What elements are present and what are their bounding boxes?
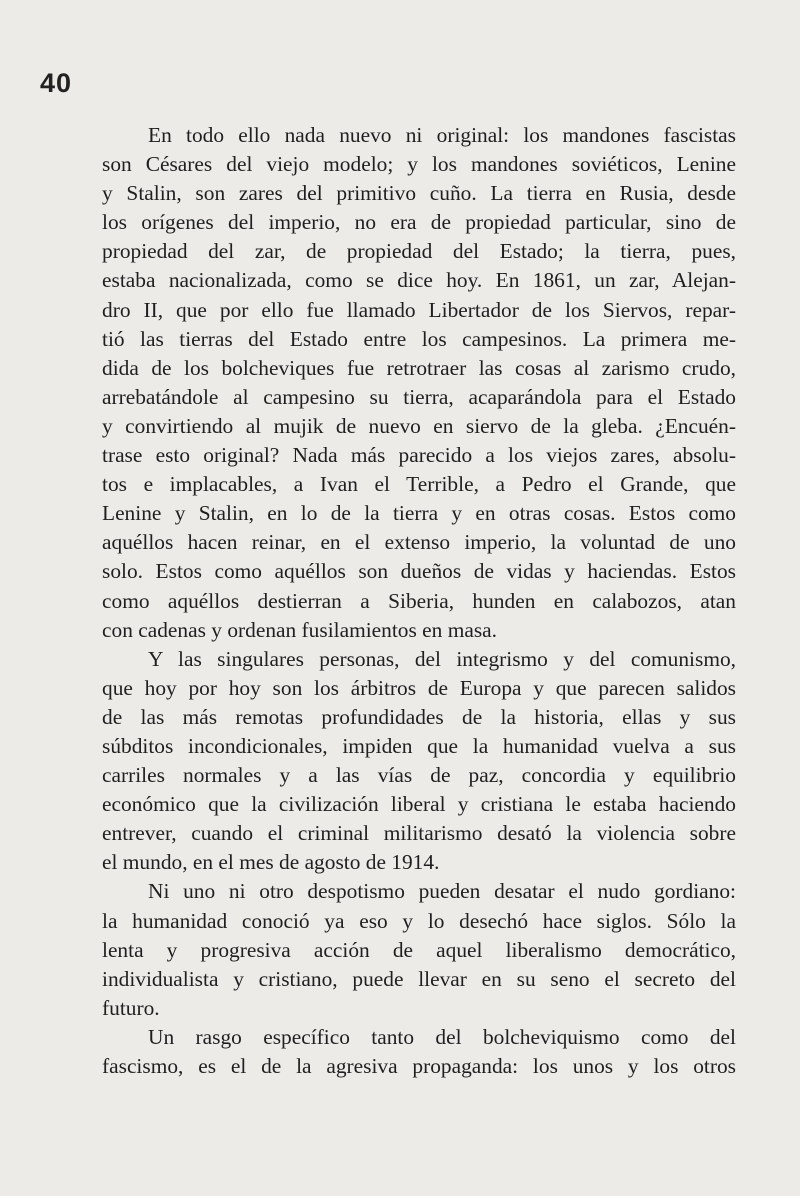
paragraph-1-line: dida de los bolcheviques fue retrotraer las cosas al zarismo crudo, [102, 355, 736, 380]
paragraph-3-line: individualista y cristiano, puede llevar en su seno el secreto del [102, 966, 736, 991]
paragraph-4-line: fascismo, es el de la agresiva propaganda: los unos y los otros [102, 1054, 736, 1078]
paragraph-1-line: propiedad del zar, de propiedad del Estado; la tierra, pues, [102, 239, 736, 264]
page-number: 40 [40, 68, 73, 98]
paragraph-2-line: de las más remotas profundidades de la historia, ellas y sus [102, 704, 736, 729]
body-text [102, 121, 736, 1081]
paragraph-1-line: como aquéllos destierran a Siberia, hunden en calabozos, atan [102, 588, 736, 613]
paragraph-2-line: entrever, cuando el criminal militarismo desató la violencia sobre [102, 821, 736, 846]
paragraph-2-line: Y las singulares personas, del integrismo y del comunismo, [148, 646, 736, 671]
paragraph-1-line: tos e implacables, a Ivan el Terrible, a Pedro el Grande, que [102, 472, 736, 497]
paragraph-1-line: los orígenes del imperio, no era de propiedad particular, sino de [102, 210, 736, 235]
paragraph-2-line: súbditos incondicionales, impiden que la humanidad vuelva a sus [102, 733, 736, 758]
paragraph-1-line: son Césares del viejo modelo; y los mandones soviéticos, Lenine [102, 152, 736, 177]
paragraph-3-line: futuro. [102, 995, 160, 1020]
paragraph-4-line: Un rasgo específico tanto del bolcheviquismo como del [148, 1024, 736, 1049]
paragraph-1-line: En todo ello nada nuevo ni original: los mandones fascistas [148, 123, 736, 147]
paragraph-1-line: Lenine y Stalin, en lo de la tierra y en otras cosas. Estos como [102, 501, 736, 526]
paragraph-1-line: y Stalin, son zares del primitivo cuño. La tierra en Rusia, desde [102, 181, 736, 206]
paragraph-2-line: carriles normales y a las vías de paz, concordia y equilibrio [102, 763, 736, 788]
paragraph-1-line: y convirtiendo al mujik de nuevo en siervo de la gleba. ¿Encuén- [102, 413, 736, 438]
paragraph-3-line: Ni uno ni otro despotismo pueden desatar el nudo gordiano: [148, 879, 736, 904]
paragraph-2-line: económico que la civilización liberal y cristiana le estaba haciendo [102, 792, 736, 817]
paragraph-1-line: trase esto original? Nada más parecido a los viejos zares, absolu- [102, 443, 736, 468]
paragraph-3-line: la humanidad conoció ya eso y lo desechó hace siglos. Sólo la [102, 908, 736, 933]
paragraph-1-line: estaba nacionalizada, como se dice hoy. En 1861, un zar, Alejan- [102, 268, 736, 293]
paragraph-2-line: que hoy por hoy son los árbitros de Europa y que parecen salidos [102, 675, 736, 700]
paragraph-3-line: lenta y progresiva acción de aquel liberalismo democrático, [102, 937, 736, 962]
paragraph-2-line: el mundo, en el mes de agosto de 1914. [102, 850, 440, 875]
paragraph-1-line: con cadenas y ordenan fusilamientos en masa. [102, 617, 497, 642]
paragraph-1-line: tió las tierras del Estado entre los campesinos. La primera me- [102, 326, 736, 351]
paragraph-1-line: solo. Estos como aquéllos son dueños de vidas y haciendas. Estos [102, 559, 736, 584]
paragraph-1-line: dro II, que por ello fue llamado Libertador de los Siervos, repar- [102, 297, 736, 322]
paragraph-1-line: aquéllos hacen reinar, en el extenso imperio, la voluntad de uno [102, 530, 736, 555]
paragraph-1-line: arrebatándole al campesino su tierra, acaparándola para el Estado [102, 384, 736, 409]
